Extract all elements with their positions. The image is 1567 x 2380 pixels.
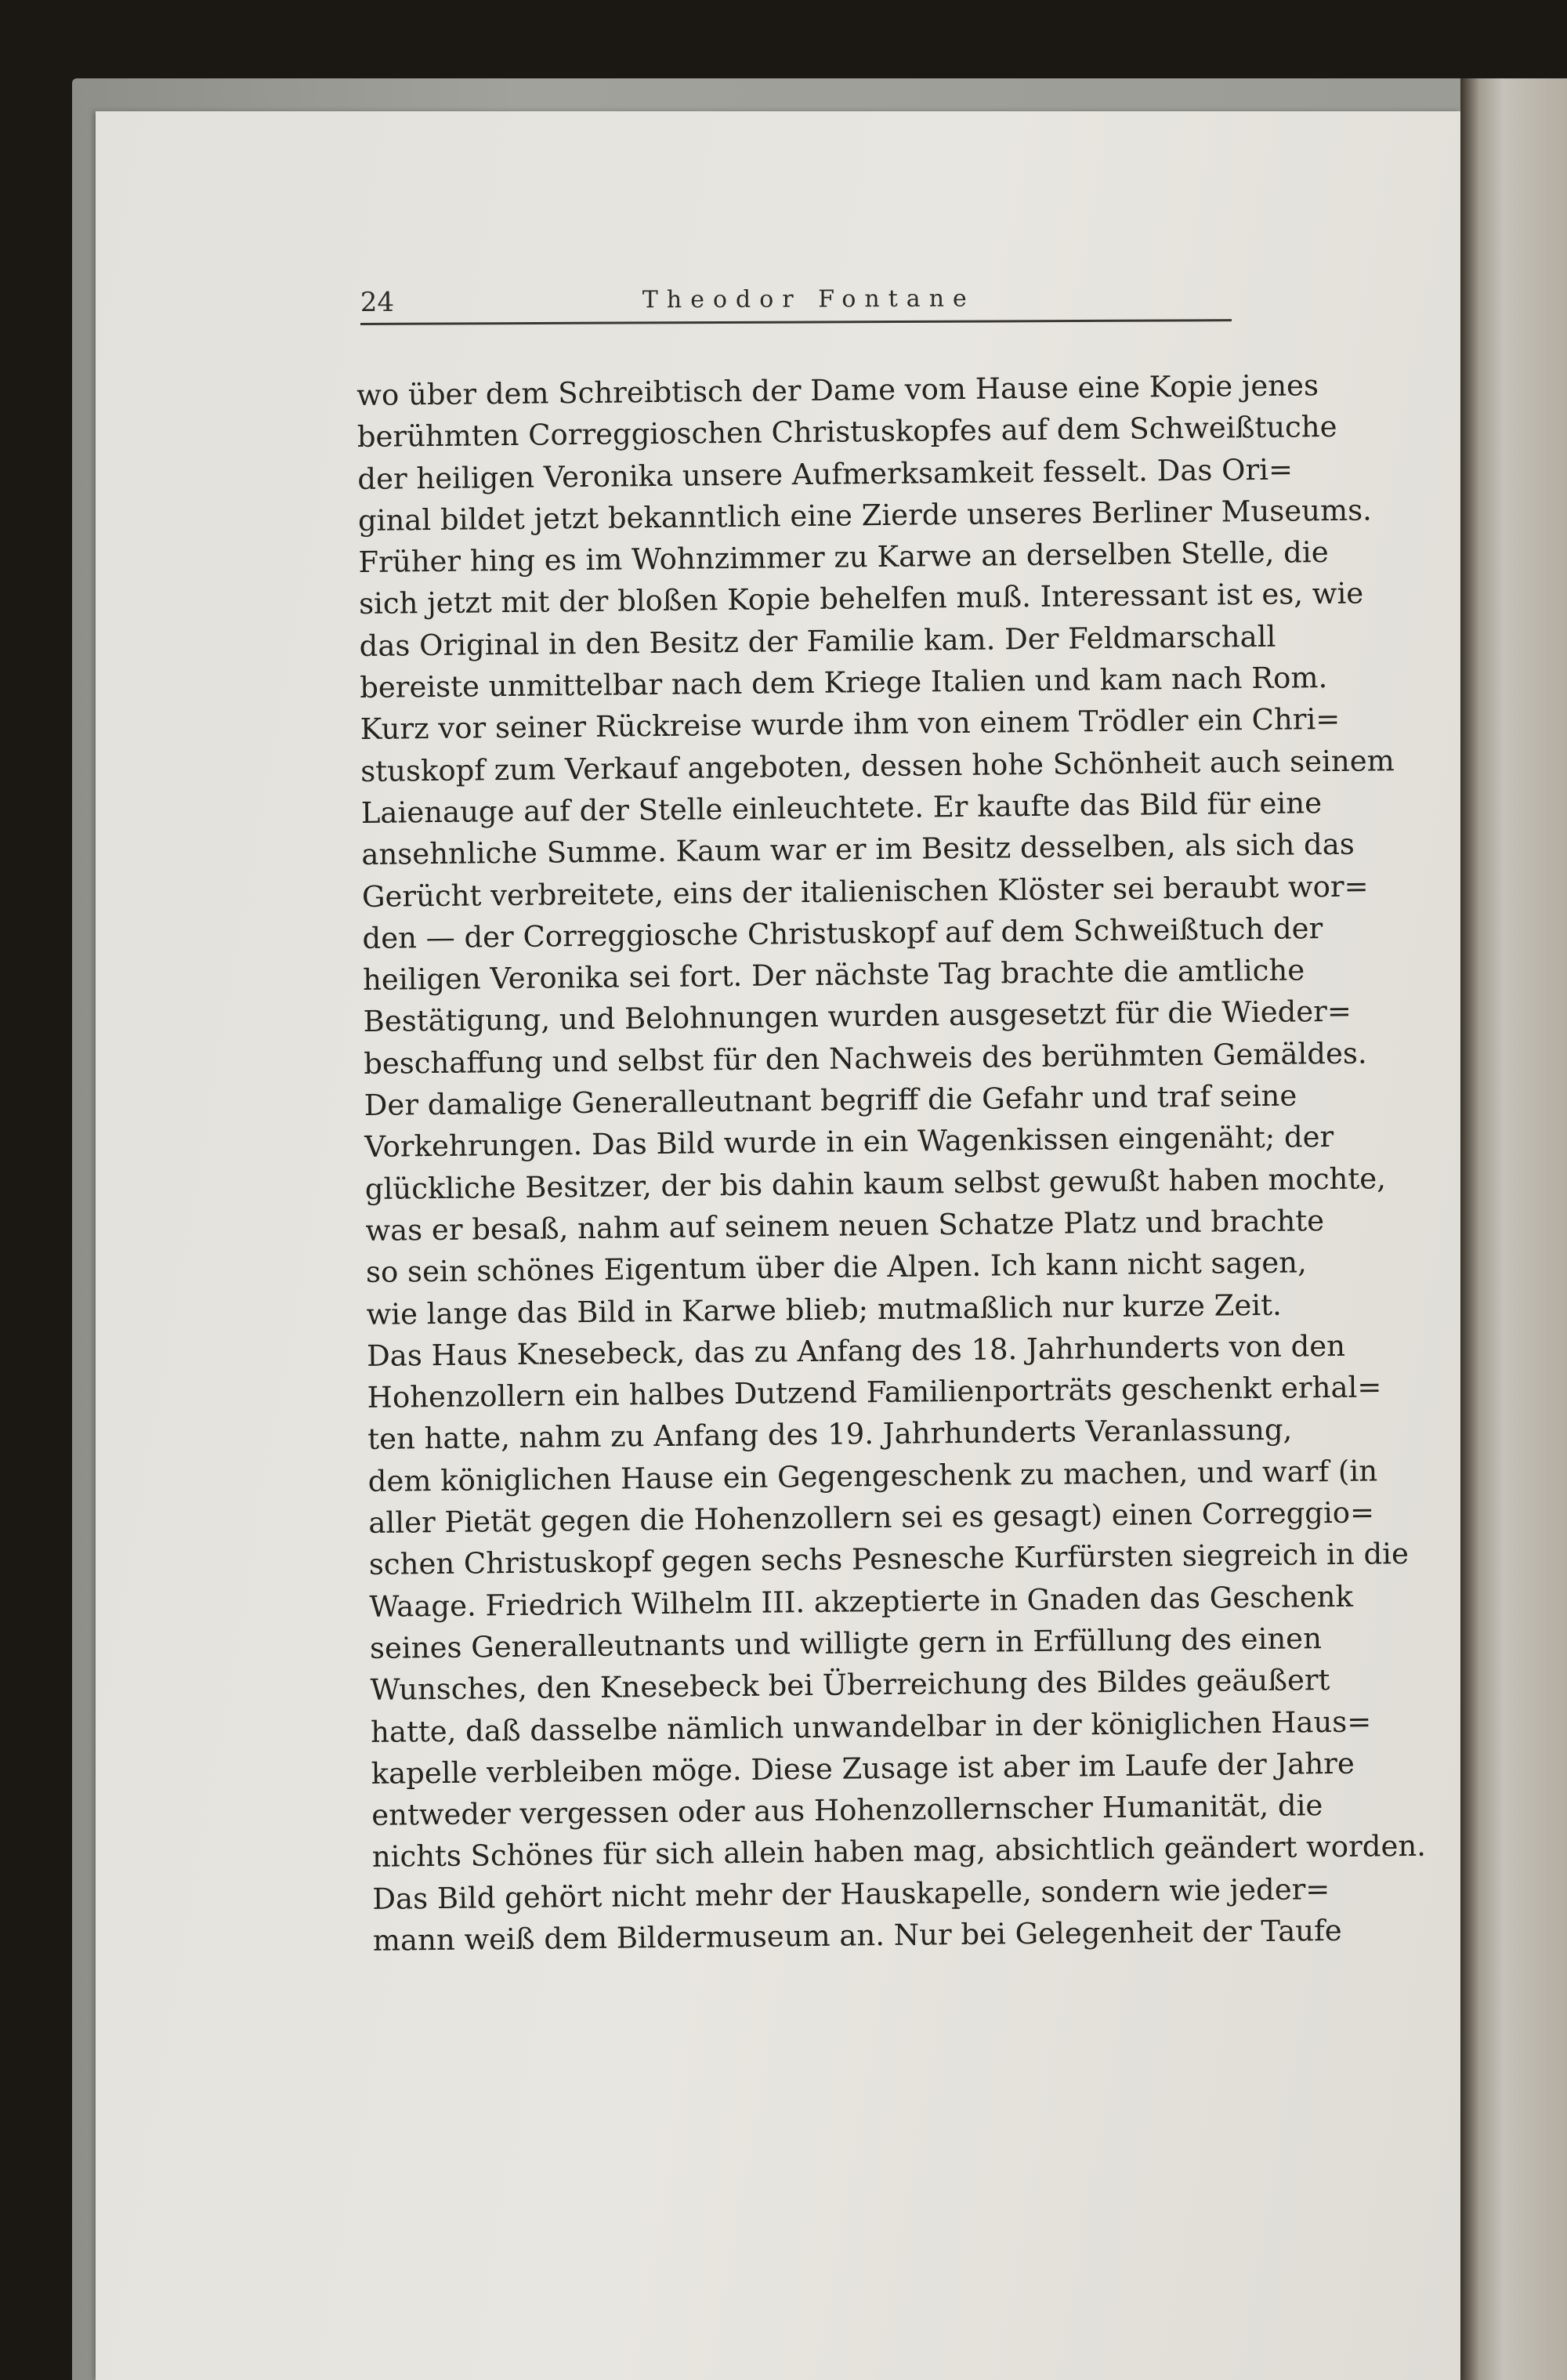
text-line: heiligen Veronika sei fort. Der nächste Tag brachte die amtliche: [362, 953, 1305, 998]
text-line: glückliche Besitzer, der bis dahin kaum selbst gewußt haben mochte,: [364, 1161, 1387, 1206]
text-line: dem königlichen Hause ein Gegengeschenk zu machen, und warf (in: [367, 1454, 1378, 1498]
text-line: Das Haus Knesebeck, das zu Anfang des 18. Jahrhunderts von den: [366, 1328, 1346, 1373]
text-line: ansehnliche Summe. Kaum war er im Besitz desselben, als sich das: [361, 827, 1355, 872]
page-header: [360, 278, 1232, 325]
text-line: so sein schönes Eigentum über die Alpen. Ich kann nicht sagen,: [365, 1245, 1308, 1290]
text-line: entweder vergessen oder aus Hohenzollernscher Humanität, die: [371, 1788, 1323, 1832]
text-line: Früher hing es im Wohnzimmer zu Karwe an derselben Stelle, die: [358, 535, 1329, 580]
text-line: Bestätigung, und Belohnungen wurden ausgesetzt für die Wieder=: [363, 994, 1352, 1039]
text-line: Vorkehrungen. Das Bild wurde in ein Wagenkissen eingenäht; der: [364, 1120, 1334, 1165]
text-line: ten hatte, nahm zu Anfang des 19. Jahrhunderts Veranlassung,: [367, 1412, 1293, 1457]
text-line: den — der Correggiosche Christuskopf auf dem Schweißtuch der: [362, 911, 1323, 955]
text-line: seines Generalleutnants und willigte gern in Erfüllung des einen: [369, 1621, 1323, 1665]
text-line: aller Pietät gegen die Hohenzollern sei es gesagt) einen Correggio=: [368, 1495, 1375, 1540]
text-line: Waage. Friedrich Wilhelm III. akzeptierte in Gnaden das Geschenk: [369, 1579, 1354, 1624]
text-line: Laienauge auf der Stelle einleuchtete. Er kaufte das Bild für eine: [360, 786, 1323, 830]
text-line: der heiligen Veronika unsere Aufmerksamkeit fesselt. Das Ori=: [357, 452, 1294, 496]
book-gutter: [1460, 78, 1567, 2380]
text-line: hatte, daß dasselbe nämlich unwandelbar in der königlichen Haus=: [370, 1704, 1372, 1749]
text-line: Hohenzollern ein halbes Dutzend Familienporträts geschenkt erhal=: [367, 1370, 1382, 1415]
text-line: Das Bild gehört nicht mehr der Hauskapelle, sondern wie jeder=: [372, 1871, 1330, 1916]
text-line: schen Christuskopf gegen sechs Pesnesche Kurfürsten siegreich in die: [368, 1537, 1410, 1582]
body-text: [356, 365, 1427, 1962]
text-line: wie lange das Bild in Karwe blieb; mutmaßlich nur kurze Zeit.: [366, 1288, 1282, 1331]
text-line: nichts Schönes für sich allein haben mag, absichtlich geändert worden.: [371, 1829, 1427, 1875]
text-line: ginal bildet jetzt bekanntlich eine Zierde unseres Berliner Museums.: [357, 493, 1373, 538]
text-line: beschaffung und selbst für den Nachweis des berühmten Gemäldes.: [363, 1036, 1367, 1081]
page-number: 24: [360, 286, 395, 319]
text-line: wo über dem Schreibtisch der Dame vom Hause eine Kopie jenes: [356, 368, 1319, 412]
text-line: Wunsches, den Knesebeck bei Überreichung des Bildes geäußert: [370, 1663, 1330, 1708]
text-line: sich jetzt mit der bloßen Kopie behelfen muß. Interessant ist es, wie: [358, 577, 1364, 621]
text-line: Der damalige Generalleutnant begriff die Gefahr und traf seine: [364, 1078, 1297, 1122]
text-line: was er besaß, nahm auf seinem neuen Schatze Platz und brachte: [365, 1204, 1325, 1248]
running-head: Theodor Fontane: [642, 284, 975, 314]
text-line: kapelle verbleiben möge. Diese Zusage ist aber im Laufe der Jahre: [371, 1746, 1355, 1791]
text-line: stuskopf zum Verkauf angeboten, dessen hohe Schönheit auch seinem: [360, 743, 1395, 788]
text-line: das Original in den Besitz der Familie kam. Der Feldmarschall: [359, 619, 1276, 663]
text-line: mann weiß dem Bildermuseum an. Nur bei Gelegenheit der Taufe: [372, 1913, 1342, 1958]
text-line: Kurz vor seiner Rückreise wurde ihm von einem Trödler ein Chri=: [360, 702, 1341, 747]
text-line: berühmten Correggioschen Christuskopfes auf dem Schweißtuche: [356, 410, 1337, 455]
text-line: Gerücht verbreitete, eins der italienischen Klöster sei beraubt wor=: [361, 869, 1369, 914]
text-line: bereiste unmittelbar nach dem Kriege Italien und kam nach Rom.: [359, 661, 1328, 705]
